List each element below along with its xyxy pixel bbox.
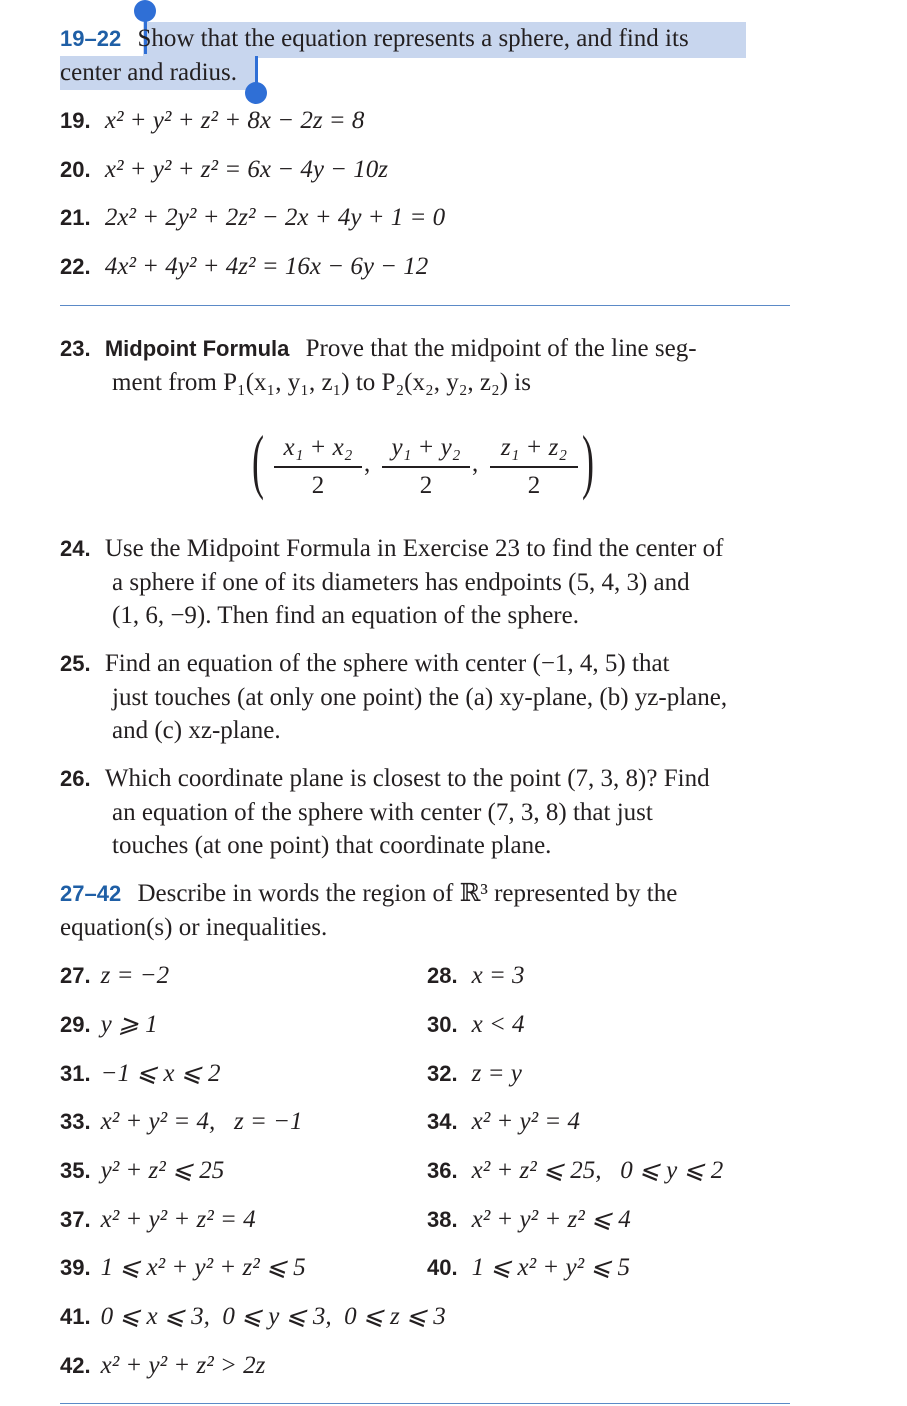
exercise-25-line2: just touches (at only one point) the (a) xy-plane, (b) yz-plane, [112,684,728,711]
exercise-equation: x < 4 [471,1011,525,1038]
exercise-number: 40. [427,1255,458,1280]
exercise-23 [60,332,697,366]
exercise-equation: 0 ⩽ x ⩽ 3, 0 ⩽ y ⩽ 3, 0 ⩽ z ⩽ 3 [100,1303,446,1330]
left-paren: ( [252,421,264,501]
divider-rule-top [60,305,790,306]
exercise-25-line3: and (c) xz-plane. [112,717,281,744]
section2-instruction-line2: equation(s) or inequalities. [60,914,328,941]
exercise-number: 25. [60,651,91,676]
right-paren: ) [582,421,594,501]
section-header-27-42 [60,877,677,911]
exercise-38 [427,1203,631,1237]
fraction-z: z₁ + z₂ 2 [490,434,578,500]
exercise-37 [60,1203,256,1237]
exercise-equation: 1 ⩽ x² + y² ⩽ 5 [471,1254,631,1281]
exercise-26-line3: touches (at one point) that coordinate plane. [112,832,552,859]
exercise-equation: y² + z² ⩽ 25 [100,1157,225,1184]
exercise-21-equation: 2x² + 2y² + 2z² − 2x + 4y + 1 = 0 [104,204,446,231]
exercise-equation: z = −2 [100,962,170,989]
exercise-number: 34. [427,1109,458,1134]
exercise-28 [427,959,525,993]
exercise-25 [60,647,669,681]
exercise-24 [60,532,723,566]
exercise-equation: x² + y² + z² = 4 [100,1206,256,1233]
exercise-number: 24. [60,536,91,561]
exercise-26-line2: an equation of the sphere with center (7, 3, 8) that just [112,799,653,826]
section-instruction-line1[interactable]: Show that the equation represents a sphere, and find its [137,25,689,52]
exercise-number: 31. [60,1061,91,1086]
exercise-30 [427,1008,525,1042]
exercise-number: 19. [60,108,91,133]
midpoint-formula: ( x₁ + x₂ 2 , y₁ + y₂ 2 , z₁ + z₂ 2 ) [252,421,594,501]
exercise-number: 30. [427,1012,458,1037]
section2-instruction-line1: Describe in words the region of ℝ³ represented by the [137,880,678,907]
exercise-27 [60,959,169,993]
exercise-25-line1: Find an equation of the sphere with center (−1, 4, 5) that [104,650,670,677]
exercise-23-text-line1: Prove that the midpoint of the line seg- [305,335,697,362]
divider-rule-bottom [60,1403,790,1404]
exercise-20-equation: x² + y² + z² = 6x − 4y − 10z [104,156,389,183]
exercise-number: 32. [427,1061,458,1086]
exercise-35 [60,1154,224,1188]
exercise-number: 26. [60,766,91,791]
exercise-number: 21. [60,205,91,230]
exercise-number: 39. [60,1255,91,1280]
exercise-39 [60,1251,306,1285]
exercise-23-title: Midpoint Formula [104,336,290,361]
exercise-number: 41. [60,1304,91,1329]
exercise-number: 29. [60,1012,91,1037]
exercise-equation: x² + y² + z² ⩽ 4 [471,1206,631,1233]
exercise-21 [60,201,445,235]
fraction-y: y₁ + y₂ 2 [382,434,470,500]
section-range: 19–22 [60,26,122,51]
exercise-equation: x² + y² + z² > 2z [100,1352,266,1379]
selection-end-handle[interactable] [244,56,270,106]
section2-range: 27–42 [60,881,122,906]
exercise-equation: x² + y² = 4, z = −1 [100,1108,303,1135]
exercise-41 [60,1300,446,1334]
exercise-29 [60,1008,158,1042]
exercise-equation: x² + z² ⩽ 25, 0 ⩽ y ⩽ 2 [471,1157,724,1184]
exercise-24-line1: Use the Midpoint Formula in Exercise 23 to find the center of [104,535,724,562]
exercise-26 [60,762,710,796]
exercise-number: 27. [60,963,91,988]
exercise-33 [60,1105,303,1139]
section-instruction-line2[interactable]: center and radius. [60,59,238,86]
exercise-equation: z = y [471,1060,522,1087]
fraction-x: x₁ + x₂ 2 [274,434,362,500]
exercise-number: 42. [60,1353,91,1378]
exercise-42 [60,1349,265,1383]
exercise-22 [60,250,428,284]
exercise-20 [60,153,388,187]
exercise-24-line3: (1, 6, −9). Then find an equation of the sphere. [112,602,579,629]
exercise-number: 33. [60,1109,91,1134]
exercise-equation: y ⩾ 1 [100,1011,158,1038]
exercise-23-text-line2: ment from P₁(x₁, y₁, z₁) to P₂(x₂, y₂, z₂) is [112,369,531,396]
exercise-equation: −1 ⩽ x ⩽ 2 [100,1060,221,1087]
exercise-number: 37. [60,1207,91,1232]
exercise-number: 36. [427,1158,458,1183]
exercise-number: 38. [427,1207,458,1232]
exercise-equation: x² + y² = 4 [471,1108,581,1135]
exercise-equation: x = 3 [471,962,525,989]
exercise-equation: 1 ⩽ x² + y² + z² ⩽ 5 [100,1254,306,1281]
exercise-24-line2: a sphere if one of its diameters has endpoints (5, 4, 3) and [112,569,690,596]
exercise-34 [427,1105,580,1139]
exercise-19 [60,104,364,138]
exercise-number: 20. [60,157,91,182]
exercise-36 [427,1154,723,1188]
exercise-32 [427,1057,522,1091]
exercise-22-equation: 4x² + 4y² + 4z² = 16x − 6y − 12 [104,253,429,280]
section-header-19-22 [60,22,689,56]
exercise-number: 35. [60,1158,91,1183]
exercise-26-line1: Which coordinate plane is closest to the point (7, 3, 8)? Find [104,765,710,792]
exercise-40 [427,1251,630,1285]
exercise-number: 22. [60,254,91,279]
exercise-31 [60,1057,220,1091]
exercise-number: 23. [60,336,91,361]
exercise-19-equation: x² + y² + z² + 8x − 2z = 8 [104,107,365,134]
exercise-number: 28. [427,963,458,988]
